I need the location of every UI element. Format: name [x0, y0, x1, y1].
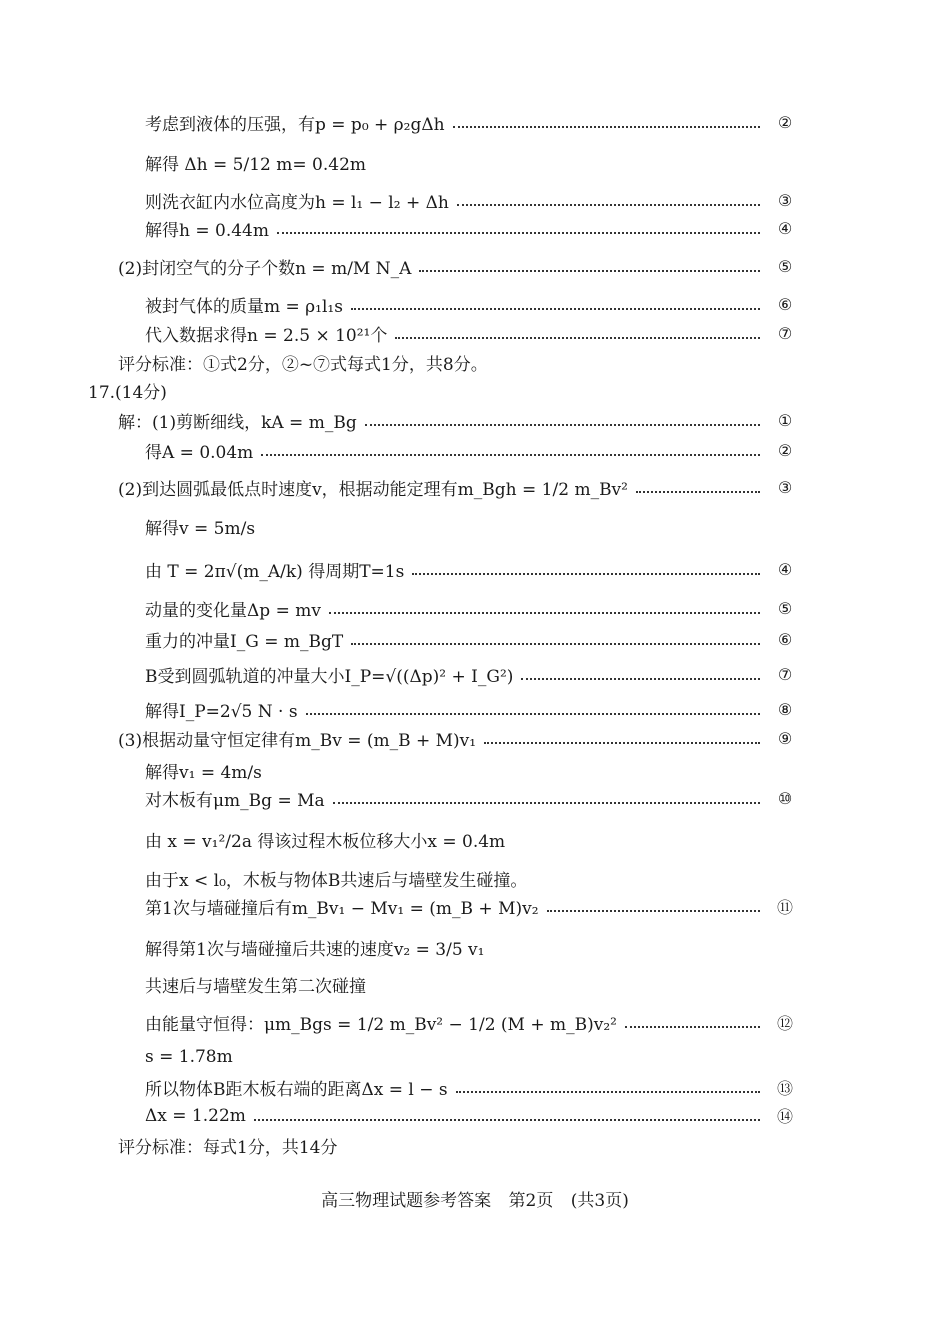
line-text: 由 x = v₁²/2a 得该过程木板位移大小x = 0.4m — [145, 832, 506, 852]
answer-line — [0, 758, 950, 783]
line-text: 解：(1)剪断细线，kA = m_Bg — [118, 413, 357, 433]
dot-leader — [456, 1091, 760, 1093]
dot-leader — [329, 612, 760, 614]
line-text: 共速后与墙壁发生第二次碰撞 — [145, 977, 366, 997]
page-footer — [0, 1186, 950, 1211]
line-text: 解得I_P=2√5 N · s — [145, 702, 298, 722]
answer-line — [0, 514, 950, 539]
line-text: 解得h = 0.44m — [145, 221, 269, 241]
equation-number: ⑦ — [777, 665, 793, 684]
answer-line — [0, 408, 950, 433]
answer-line — [0, 972, 950, 997]
line-text: 得A = 0.04m — [145, 443, 254, 463]
answer-line — [0, 1104, 950, 1127]
dot-leader — [333, 802, 760, 804]
line-text: 评分标准：每式1分，共14分 — [118, 1138, 338, 1158]
answer-line — [0, 378, 950, 403]
line-text: 由能量守恒得：μm_Bgs = 1/2 m_Bv² − 1/2 (M + m_B)v₂² — [145, 1015, 617, 1035]
equation-number: ⑨ — [777, 729, 793, 748]
answer-line — [0, 697, 950, 722]
line-text: 由 T = 2π√(m_A/k) 得周期T=1s — [145, 562, 405, 582]
answer-line — [0, 438, 950, 463]
equation-number: ⑩ — [777, 789, 793, 808]
answer-line — [0, 475, 950, 500]
dot-leader — [365, 424, 760, 426]
equation-number: ⑥ — [777, 295, 793, 314]
equation-number: ① — [777, 411, 793, 430]
answer-line — [0, 216, 950, 241]
answer-line — [0, 627, 950, 652]
answer-line — [0, 596, 950, 621]
equation-number: ② — [777, 441, 793, 460]
answer-line — [0, 894, 950, 919]
equation-number: ⑦ — [777, 324, 793, 343]
answer-line — [0, 557, 950, 582]
equation-number: ② — [777, 113, 793, 132]
line-text: 考虑到液体的压强，有p = p₀ + ρ₂gΔh — [145, 115, 445, 135]
line-text: B受到圆弧轨道的冲量大小I_P=√((Δp)² + I_G²) — [145, 667, 514, 687]
line-text: 由于x < l₀，木板与物体B共速后与墙壁发生碰撞。 — [145, 871, 528, 891]
answer-line — [0, 935, 950, 960]
dot-leader — [306, 713, 760, 715]
line-text: 被封气体的质量m = ρ₁l₁s — [145, 297, 343, 317]
line-text: 解得v₁ = 4m/s — [145, 763, 262, 783]
footer-page-number: 第2页 — [508, 1191, 554, 1211]
equation-number: ④ — [777, 560, 793, 579]
line-text: 第1次与墙碰撞后有m_Bv₁ − Mv₁ = (m_B + M)v₂ — [145, 899, 539, 919]
equation-number: ④ — [777, 219, 793, 238]
dot-leader — [254, 1119, 760, 1121]
answer-line — [0, 110, 950, 135]
dot-leader — [484, 742, 760, 744]
answer-line — [0, 350, 950, 375]
line-text: (2)到达圆弧最低点时速度v，根据动能定理有m_Bgh = 1/2 m_Bv² — [118, 480, 628, 500]
dot-leader — [547, 910, 760, 912]
dot-leader — [412, 573, 760, 575]
equation-number: ⑤ — [777, 599, 793, 618]
answer-line — [0, 188, 950, 213]
line-text: s = 1.78m — [145, 1047, 233, 1067]
footer-title: 高三物理试题参考答案 — [321, 1191, 492, 1211]
dot-leader — [625, 1026, 760, 1028]
answer-line — [0, 786, 950, 811]
line-text: 动量的变化量Δp = mv — [145, 601, 321, 621]
answer-line — [0, 321, 950, 346]
equation-number: ⑪ — [776, 898, 793, 917]
dot-leader — [521, 678, 760, 680]
equation-number: ③ — [777, 191, 793, 210]
equation-number: ⑬ — [776, 1079, 793, 1098]
equation-number: ⑥ — [777, 630, 793, 649]
line-text: 重力的冲量I_G = m_BgT — [145, 632, 344, 652]
answer-line — [0, 292, 950, 317]
dot-leader — [457, 204, 760, 206]
answer-line — [0, 150, 950, 175]
answer-line — [0, 1010, 950, 1035]
answer-line — [0, 1133, 950, 1158]
answer-line — [0, 866, 950, 891]
line-text: 评分标准：①式2分，②~⑦式每式1分，共8分。 — [118, 355, 488, 375]
line-text: 解得 Δh = 5/12 m= 0.42m — [145, 155, 366, 175]
dot-leader — [351, 308, 760, 310]
line-text: 则洗衣缸内水位高度为h = l₁ − l₂ + Δh — [145, 193, 449, 213]
line-text: 对木板有μm_Bg = Ma — [145, 791, 325, 811]
answer-line — [0, 1075, 950, 1100]
dot-leader — [453, 126, 760, 128]
line-text: 所以物体B距木板右端的距离Δx = l − s — [145, 1080, 448, 1100]
line-text: 解得v = 5m/s — [145, 519, 256, 539]
line-text: (3)根据动量守恒定律有m_Bv = (m_B + M)v₁ — [118, 731, 477, 751]
answer-line — [0, 662, 950, 687]
line-text: 17.(14分) — [88, 383, 167, 403]
dot-leader — [395, 337, 760, 339]
line-text: 解得第1次与墙碰撞后共速的速度v₂ = 3/5 v₁ — [145, 940, 485, 960]
equation-number: ⑧ — [777, 700, 793, 719]
equation-number: ⑤ — [777, 257, 793, 276]
line-text: (2)封闭空气的分子个数n = m/M N_A — [118, 259, 412, 279]
line-text: 代入数据求得n = 2.5 × 10²¹个 — [145, 326, 388, 346]
answer-line — [0, 254, 950, 279]
dot-leader — [261, 454, 760, 456]
equation-number: ③ — [777, 478, 793, 497]
answer-line — [0, 827, 950, 852]
line-text: Δx = 1.22m — [145, 1105, 246, 1126]
answer-line — [0, 1047, 950, 1067]
equation-number: ⑭ — [776, 1107, 793, 1126]
answer-line — [0, 726, 950, 751]
dot-leader — [636, 491, 760, 493]
dot-leader — [277, 232, 760, 234]
dot-leader — [419, 270, 760, 272]
equation-number: ⑫ — [776, 1014, 793, 1033]
footer-total-pages: (共3页) — [570, 1191, 629, 1211]
dot-leader — [351, 643, 760, 645]
